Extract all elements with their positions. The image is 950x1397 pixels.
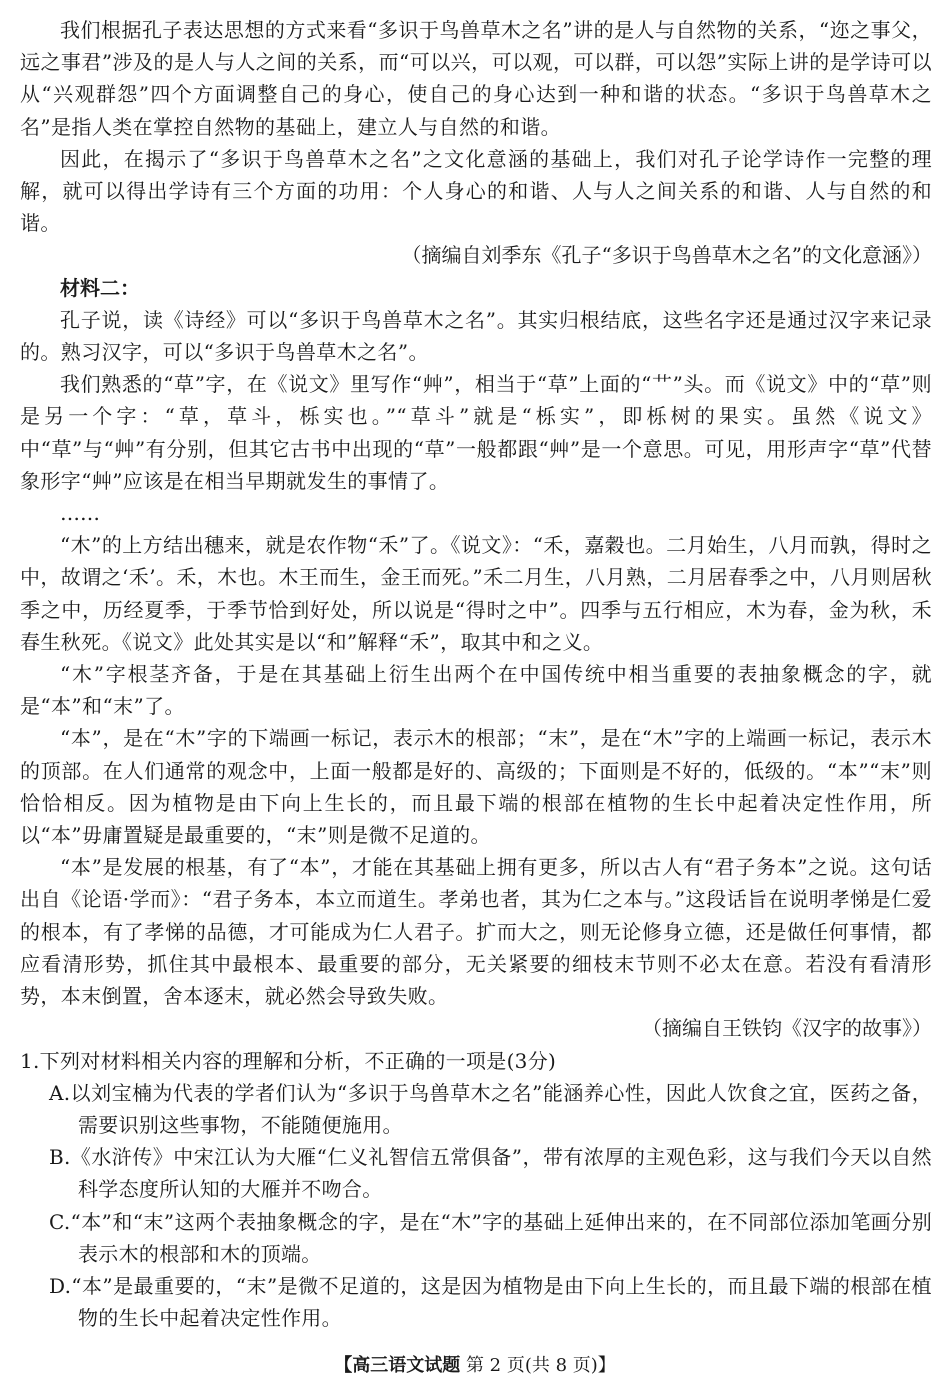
exam-title: 【高三语文试题: [334, 1355, 461, 1376]
paragraph: 我们根据孔子表达思想的方式来看“多识于鸟兽草木之名”讲的是人与自然物的关系，“迩之事父，远之事君”涉及的是人与人之间的关系，而“可以兴，可以观，可以群，可以怨”实际上讲的是学诗可以从“兴观群怨”四个方面调整自己的身心，使自己的身心达到一种和谐的状态。“多识于鸟兽草木之名”是指人类在掌控自然物的基础上，建立人与自然的和谐。: [20, 18, 932, 139]
paragraph: “本”，是在“木”字的下端画一标记，表示木的根部；“末”，是在“木”字的上端画一标记，表示木的顶部。在人们通常的观念中，上面一般都是好的、高级的；下面则是不好的，低级的。“本”“末”则恰恰相反。因为植物是由下向上生长的，而且最下端的根部在植物的生长中起着决定性作用，所以“本”毋庸置疑是最重要的，“末”则是微不足道的。: [20, 726, 932, 848]
paragraph: 我们熟悉的“草”字，在《说文》里写作“艸”，相当于“草”上面的“艹”头。而《说文》中的“草”则是另一个字：“草，草斗，栎实也。”“草斗”就是“栎实”，即栎树的果实。虽然《说文》中“草”与“艸”有分别，但其它古书中出现的“草”一般都跟“艸”是一个意思。可见，用形声字“草”代替象形字“艸”应该是在相当早期就发生的事情了。: [20, 372, 932, 493]
material-two-heading: 材料二：: [60, 275, 140, 300]
page-footer: [0, 1354, 950, 1378]
question-stem: 1.下列对材料相关内容的理解和分析，不正确的一项是(3分): [20, 1048, 557, 1073]
paragraph: “木”的上方结出穗来，就是农作物“禾”了。《说文》：“禾，嘉穀也。二月始生，八月而孰，得时之中，故谓之‘禾’。禾，木也。木王而生，金王而死。”禾二月生，八月熟，二月居春季之中，八月则居秋季之中，历经夏季，于季节恰到好处，所以说是“得时之中”。四季与五行相应，木为春，金为秋，禾春生秋死。《说文》此处其实是以“和”解释“禾”，取其中和之义。: [20, 533, 932, 654]
exam-page: [20, 14, 932, 1334]
page-info: 第 2 页(共 8 页)】: [465, 1355, 616, 1376]
option-a: A.以刘宝楠为代表的学者们认为“多识于鸟兽草木之名”能涵养心性，因此人饮食之宜，医药之备，需要识别这些事物，不能随便施用。: [49, 1080, 932, 1137]
paragraph: 孔子说，读《诗经》可以“多识于鸟兽草木之名”。其实归根结底，这些名字还是通过汉字来记录的。熟习汉字，可以“多识于鸟兽草木之名”。: [20, 307, 932, 365]
paragraph: “木”字根茎齐备，于是在其基础上衍生出两个在中国传统中相当重要的表抽象概念的字，就是“本”和“末”了。: [20, 662, 932, 719]
option-c: C.“本”和“末”这两个表抽象概念的字，是在“木”字的基础上延伸出来的，在不同部位添加笔画分别表示木的根部和木的顶端。: [49, 1209, 932, 1266]
option-b: B.《水浒传》中宋江认为大雁“仁义礼智信五常俱备”，带有浓厚的主观色彩，这与我们今天以自然科学态度所认知的大雁并不吻合。: [49, 1145, 932, 1202]
ellipsis: ……: [60, 501, 100, 526]
paragraph: 因此，在揭示了“多识于鸟兽草木之名”之文化意涵的基础上，我们对孔子论学诗作一完整的理解，就可以得出学诗有三个方面的功用：个人身心的和谐、人与人之间关系的和谐、人与自然的和谐。: [20, 146, 932, 236]
source-citation: （摘编自王铁钧《汉字的故事》）: [642, 1016, 932, 1041]
source-citation: （摘编自刘季东《孔子“多识于鸟兽草木之名”的文化意涵》）: [401, 243, 932, 268]
paragraph: “本”是发展的根基，有了“本”，才能在其基础上拥有更多，所以古人有“君子务本”之说。这句话出自《论语·学而》：“君子务本，本立而道生。孝弟也者，其为仁之本与。”这段话旨在说明孝悌是仁爱的根本，有了孝悌的品德，才可能成为仁人君子。扩而大之，则无论修身立德，还是做任何事情，都应看清形势，抓住其中最根本、最重要的部分，无关紧要的细枝末节则不必太在意。若没有看清形势，本末倒置，舍本逐末，就必然会导致失败。: [20, 855, 932, 1009]
option-d: D.“本”是最重要的，“末”是微不足道的，这是因为植物是由下向上生长的，而且最下端的根部在植物的生长中起着决定性作用。: [49, 1273, 932, 1331]
